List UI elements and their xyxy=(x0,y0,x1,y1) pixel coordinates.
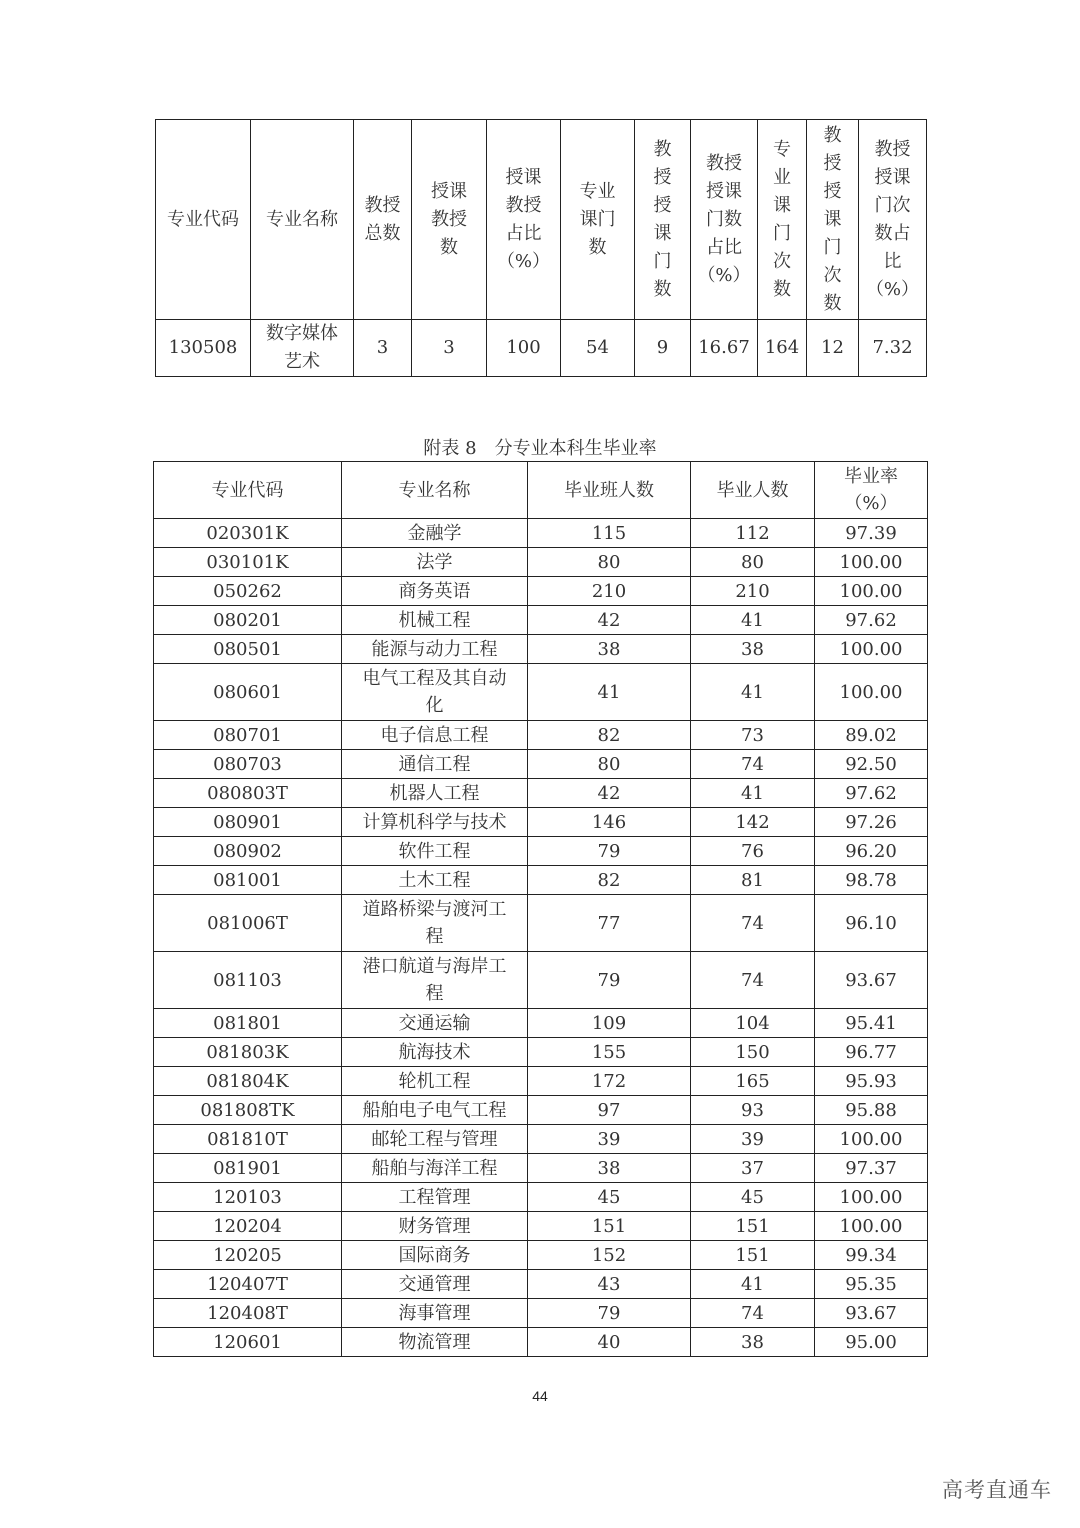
table-cell: 120407T xyxy=(154,1270,342,1299)
table-cell: 97 xyxy=(528,1096,691,1125)
column-header: 专业名称 xyxy=(342,462,528,519)
table-cell: 97.37 xyxy=(815,1154,928,1183)
table-cell: 100.00 xyxy=(815,1125,928,1154)
table-cell: 97.62 xyxy=(815,606,928,635)
table-cell: 081901 xyxy=(154,1154,342,1183)
table-cell: 150 xyxy=(691,1038,815,1067)
table-cell: 100.00 xyxy=(815,577,928,606)
table-cell: 89.02 xyxy=(815,721,928,750)
table-cell: 210 xyxy=(691,577,815,606)
table-cell: 38 xyxy=(528,635,691,664)
table-row xyxy=(154,1299,928,1328)
table-cell: 41 xyxy=(691,1270,815,1299)
table-row xyxy=(154,721,928,750)
table-cell: 79 xyxy=(528,952,691,1009)
table-cell: 38 xyxy=(528,1154,691,1183)
table-cell: 39 xyxy=(691,1125,815,1154)
column-header: 教 授 授 课 门 次 数 xyxy=(807,120,859,320)
table-cell: 41 xyxy=(691,779,815,808)
table-cell: 93.67 xyxy=(815,1299,928,1328)
table-cell: 法学 xyxy=(342,548,528,577)
table-cell: 100.00 xyxy=(815,548,928,577)
table-cell: 081804K xyxy=(154,1067,342,1096)
table-cell: 100.00 xyxy=(815,664,928,721)
table-cell: 76 xyxy=(691,837,815,866)
table-cell: 99.34 xyxy=(815,1241,928,1270)
table-cell: 080701 xyxy=(154,721,342,750)
table-cell: 商务英语 xyxy=(342,577,528,606)
graduation-rate-table xyxy=(153,461,928,1357)
table-cell: 74 xyxy=(691,952,815,1009)
table-cell: 081810T xyxy=(154,1125,342,1154)
table-cell: 16.67 xyxy=(691,320,758,377)
table-cell: 210 xyxy=(528,577,691,606)
table-cell: 97.62 xyxy=(815,779,928,808)
table-cell: 165 xyxy=(691,1067,815,1096)
table-cell: 97.26 xyxy=(815,808,928,837)
table-cell: 电气工程及其自动 化 xyxy=(342,664,528,721)
column-header: 授课 教授 占比 （%） xyxy=(487,120,561,320)
column-header: 教 授 授 课 门 数 xyxy=(635,120,691,320)
table-cell: 120205 xyxy=(154,1241,342,1270)
table-cell: 155 xyxy=(528,1038,691,1067)
table-cell: 41 xyxy=(691,606,815,635)
table-cell: 73 xyxy=(691,721,815,750)
header-row xyxy=(156,120,927,320)
watermark: 高考直通车 xyxy=(942,1478,1052,1502)
table-cell: 96.10 xyxy=(815,895,928,952)
table-cell: 080201 xyxy=(154,606,342,635)
table-cell: 物流管理 xyxy=(342,1328,528,1357)
table-cell: 104 xyxy=(691,1009,815,1038)
table-row xyxy=(154,635,928,664)
table-cell: 国际商务 xyxy=(342,1241,528,1270)
table-cell: 93 xyxy=(691,1096,815,1125)
table-cell: 081808TK xyxy=(154,1096,342,1125)
table-cell: 80 xyxy=(528,548,691,577)
table-cell: 38 xyxy=(691,1328,815,1357)
table-row xyxy=(154,1009,928,1038)
table-cell: 航海技术 xyxy=(342,1038,528,1067)
table-cell: 120204 xyxy=(154,1212,342,1241)
table-cell: 112 xyxy=(691,519,815,548)
table-row xyxy=(154,577,928,606)
table-cell: 151 xyxy=(691,1212,815,1241)
table-cell: 93.67 xyxy=(815,952,928,1009)
table-row xyxy=(154,866,928,895)
table-cell: 151 xyxy=(528,1212,691,1241)
table-row xyxy=(154,1241,928,1270)
table-cell: 164 xyxy=(758,320,807,377)
table-cell: 41 xyxy=(528,664,691,721)
table-cell: 港口航道与海岸工 程 xyxy=(342,952,528,1009)
table-cell: 42 xyxy=(528,779,691,808)
page-number: 44 xyxy=(532,1388,548,1404)
table-cell: 080902 xyxy=(154,837,342,866)
table-cell: 74 xyxy=(691,750,815,779)
table-row xyxy=(156,320,927,377)
table-cell: 财务管理 xyxy=(342,1212,528,1241)
table-cell: 81 xyxy=(691,866,815,895)
table-cell: 96.77 xyxy=(815,1038,928,1067)
table-row xyxy=(154,895,928,952)
table-row xyxy=(154,1038,928,1067)
table-cell: 92.50 xyxy=(815,750,928,779)
table-row xyxy=(154,837,928,866)
column-header: 授课 教授 数 xyxy=(412,120,487,320)
table-cell: 79 xyxy=(528,837,691,866)
table-cell: 120103 xyxy=(154,1183,342,1212)
table-cell: 3 xyxy=(354,320,412,377)
table-cell: 45 xyxy=(528,1183,691,1212)
table-row xyxy=(154,606,928,635)
table-cell: 12 xyxy=(807,320,859,377)
header-row xyxy=(154,462,928,519)
table-caption: 附表 8 分专业本科生毕业率 xyxy=(423,438,657,459)
table-cell: 海事管理 xyxy=(342,1299,528,1328)
table-cell: 计算机科学与技术 xyxy=(342,808,528,837)
table-cell: 95.35 xyxy=(815,1270,928,1299)
table-cell: 数字媒体 艺术 xyxy=(251,320,354,377)
table-row xyxy=(154,1183,928,1212)
table-cell: 工程管理 xyxy=(342,1183,528,1212)
column-header: 教授 总数 xyxy=(354,120,412,320)
table-cell: 80 xyxy=(691,548,815,577)
table-cell: 081803K xyxy=(154,1038,342,1067)
table-cell: 电子信息工程 xyxy=(342,721,528,750)
table-cell: 081103 xyxy=(154,952,342,1009)
table-cell: 船舶电子电气工程 xyxy=(342,1096,528,1125)
table-cell: 97.39 xyxy=(815,519,928,548)
table-cell: 96.20 xyxy=(815,837,928,866)
table-cell: 050262 xyxy=(154,577,342,606)
table-cell: 120408T xyxy=(154,1299,342,1328)
table-cell: 38 xyxy=(691,635,815,664)
table-cell: 100.00 xyxy=(815,1212,928,1241)
table-row xyxy=(154,1328,928,1357)
column-header: 毕业人数 xyxy=(691,462,815,519)
table-cell: 080703 xyxy=(154,750,342,779)
professor-teaching-table xyxy=(155,119,927,377)
table-cell: 金融学 xyxy=(342,519,528,548)
table-cell: 081006T xyxy=(154,895,342,952)
table-cell: 020301K xyxy=(154,519,342,548)
table-row xyxy=(154,548,928,577)
table-row xyxy=(154,1067,928,1096)
table-cell: 100.00 xyxy=(815,1183,928,1212)
table-cell: 机器人工程 xyxy=(342,779,528,808)
table-cell: 交通管理 xyxy=(342,1270,528,1299)
table-cell: 3 xyxy=(412,320,487,377)
table-cell: 39 xyxy=(528,1125,691,1154)
table-cell: 软件工程 xyxy=(342,837,528,866)
table-cell: 74 xyxy=(691,895,815,952)
table-cell: 7.32 xyxy=(859,320,927,377)
table-row xyxy=(154,1154,928,1183)
column-header: 专业代码 xyxy=(154,462,342,519)
table-cell: 9 xyxy=(635,320,691,377)
column-header: 教授 授课 门次 数占 比 （%） xyxy=(859,120,927,320)
column-header: 毕业班人数 xyxy=(528,462,691,519)
table-cell: 152 xyxy=(528,1241,691,1270)
table-row xyxy=(154,519,928,548)
table-cell: 交通运输 xyxy=(342,1009,528,1038)
table-cell: 080601 xyxy=(154,664,342,721)
table-cell: 41 xyxy=(691,664,815,721)
table-row xyxy=(154,1212,928,1241)
table-cell: 74 xyxy=(691,1299,815,1328)
table-cell: 45 xyxy=(691,1183,815,1212)
table-cell: 37 xyxy=(691,1154,815,1183)
table-cell: 船舶与海洋工程 xyxy=(342,1154,528,1183)
table-cell: 080901 xyxy=(154,808,342,837)
table-cell: 95.93 xyxy=(815,1067,928,1096)
table-cell: 43 xyxy=(528,1270,691,1299)
table-row xyxy=(154,750,928,779)
table-cell: 172 xyxy=(528,1067,691,1096)
table-cell: 081001 xyxy=(154,866,342,895)
table-row xyxy=(154,779,928,808)
table-cell: 40 xyxy=(528,1328,691,1357)
table-cell: 115 xyxy=(528,519,691,548)
table-cell: 邮轮工程与管理 xyxy=(342,1125,528,1154)
table-cell: 通信工程 xyxy=(342,750,528,779)
table-cell: 080803T xyxy=(154,779,342,808)
table-cell: 80 xyxy=(528,750,691,779)
table-cell: 151 xyxy=(691,1241,815,1270)
table-cell: 030101K xyxy=(154,548,342,577)
column-header: 教授 授课 门数 占比 （%） xyxy=(691,120,758,320)
table-row xyxy=(154,1270,928,1299)
table-cell: 54 xyxy=(561,320,635,377)
table-cell: 120601 xyxy=(154,1328,342,1357)
table-cell: 142 xyxy=(691,808,815,837)
table-cell: 100.00 xyxy=(815,635,928,664)
table-cell: 机械工程 xyxy=(342,606,528,635)
table-cell: 82 xyxy=(528,721,691,750)
table-cell: 42 xyxy=(528,606,691,635)
column-header: 专 业 课 门 次 数 xyxy=(758,120,807,320)
table-cell: 130508 xyxy=(156,320,251,377)
table-cell: 轮机工程 xyxy=(342,1067,528,1096)
table-cell: 100 xyxy=(487,320,561,377)
table-row xyxy=(154,808,928,837)
table-cell: 土木工程 xyxy=(342,866,528,895)
table-cell: 146 xyxy=(528,808,691,837)
table-cell: 能源与动力工程 xyxy=(342,635,528,664)
table-cell: 080501 xyxy=(154,635,342,664)
table-cell: 95.41 xyxy=(815,1009,928,1038)
table-row xyxy=(154,952,928,1009)
column-header: 专业 课门 数 xyxy=(561,120,635,320)
table-cell: 081801 xyxy=(154,1009,342,1038)
table-row xyxy=(154,664,928,721)
table-cell: 109 xyxy=(528,1009,691,1038)
table-row xyxy=(154,1125,928,1154)
column-header: 专业代码 xyxy=(156,120,251,320)
table-cell: 95.88 xyxy=(815,1096,928,1125)
table-cell: 82 xyxy=(528,866,691,895)
table-cell: 道路桥梁与渡河工 程 xyxy=(342,895,528,952)
table-cell: 79 xyxy=(528,1299,691,1328)
table-row xyxy=(154,1096,928,1125)
column-header: 专业名称 xyxy=(251,120,354,320)
table-cell: 77 xyxy=(528,895,691,952)
table-cell: 98.78 xyxy=(815,866,928,895)
column-header: 毕业率 （%） xyxy=(815,462,928,519)
table-cell: 95.00 xyxy=(815,1328,928,1357)
